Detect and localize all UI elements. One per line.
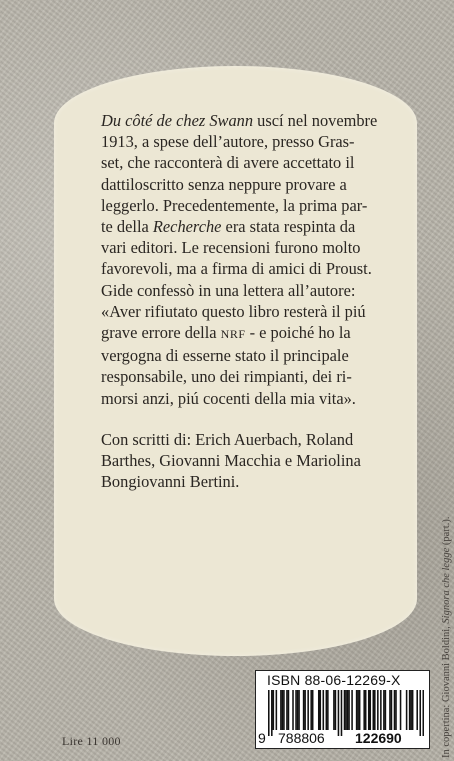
barcode-bar xyxy=(406,690,408,730)
barcode-bar xyxy=(410,690,412,730)
barcode-bar xyxy=(280,690,282,730)
barcode-bar xyxy=(389,690,391,730)
barcode-bar xyxy=(356,690,358,730)
barcode-bar xyxy=(385,690,387,730)
barcode-bar xyxy=(391,690,393,730)
barcode-bar xyxy=(318,690,320,730)
barcode-bar xyxy=(419,690,421,736)
barcode-bar xyxy=(345,690,347,730)
barcode-bar xyxy=(422,690,424,736)
barcode-bar xyxy=(377,690,379,730)
barcode-bar xyxy=(409,690,411,730)
barcode-bar xyxy=(320,690,322,730)
barcode-bar xyxy=(312,690,314,730)
barcode-bar xyxy=(288,690,290,730)
barcode-bar xyxy=(369,690,371,730)
barcode-digits-left: 788806 xyxy=(278,730,325,746)
barcode-bar xyxy=(400,690,402,730)
barcode-bar xyxy=(298,690,300,730)
barcode-bar xyxy=(341,690,343,736)
barcode-bar xyxy=(373,690,375,730)
barcode-bar xyxy=(276,690,278,730)
barcode-bar xyxy=(368,690,370,730)
barcode-bar xyxy=(363,690,365,730)
barcode-bar xyxy=(344,690,346,730)
barcode-bar xyxy=(416,690,418,730)
barcode-bar xyxy=(297,690,299,730)
cover-credit: In copertina: Giovanni Boldini, Signora che legge (part.). xyxy=(441,516,452,758)
barcode-bar xyxy=(271,690,273,736)
barcode-bar xyxy=(307,690,309,730)
nrf-small-caps: NRF xyxy=(220,327,246,342)
contributors-paragraph: Con scritti di: Erich Auerbach, Roland Barthes, Giovanni Macchia e Mariolina Bongiovanni Bertini. xyxy=(101,429,361,492)
barcode-bar xyxy=(357,690,359,730)
barcode-bar xyxy=(323,690,325,730)
barcode-bar xyxy=(359,690,361,730)
barcode-bar xyxy=(292,690,294,730)
barcode-bar xyxy=(333,690,335,730)
barcode-bar xyxy=(412,690,414,730)
barcode-bar xyxy=(282,690,284,730)
barcode-bar xyxy=(335,690,337,730)
barcode-bar xyxy=(327,690,329,730)
recherche-title-italic: Recherche xyxy=(152,217,222,237)
barcode-bar xyxy=(303,690,305,730)
barcode-bar xyxy=(380,690,382,730)
barcode-bar xyxy=(383,690,385,730)
barcode-bar xyxy=(365,690,367,730)
barcode-bar xyxy=(304,690,306,730)
barcode-digit-first: 9 xyxy=(258,730,266,746)
barcode-bar xyxy=(273,690,275,730)
back-cover-text xyxy=(101,110,401,492)
description-paragraph: Du côté de chez Swann uscí nel novembre 1913, a spese dell’autore, presso Gras- set, che racconterà di avere accettato il dattiloscritto senza neppure provare a leggerlo. Precedentemente, la prima par- te della Recherche era stata respinta da vari editori. Le recensioni furono molto favorevoli, ma a firma di amici di Proust. Gide confessò in una lettera all’autore: «Aver rifiutato questo libro resterà il piú grave errore della NRF - e poiché ho la vergogna di esserne stato il principale responsabile, uno dei rimpianti, dei ri- morsi anzi, piú cocenti della mia vita». xyxy=(101,111,378,408)
barcode-bar xyxy=(268,690,270,736)
book-title-italic: Du côté de chez Swann xyxy=(101,111,254,130)
barcode-bar xyxy=(326,690,328,730)
barcode-bar xyxy=(295,690,297,730)
barcode-bar xyxy=(286,690,288,730)
barcode-bar xyxy=(310,690,312,730)
barcode-bar xyxy=(348,690,350,730)
barcode-bar xyxy=(351,690,353,730)
barcode-digits-right: 122690 xyxy=(355,730,402,746)
price-label: Lire 11 000 xyxy=(62,734,121,748)
isbn-label: ISBN 88-06-12269-X xyxy=(267,672,401,688)
barcode-bar xyxy=(338,690,340,736)
barcode-bar xyxy=(347,690,349,730)
barcode-bar xyxy=(374,690,376,730)
barcode-bar xyxy=(283,690,285,730)
barcode-bar xyxy=(394,690,396,730)
barcode-bar xyxy=(395,690,397,730)
